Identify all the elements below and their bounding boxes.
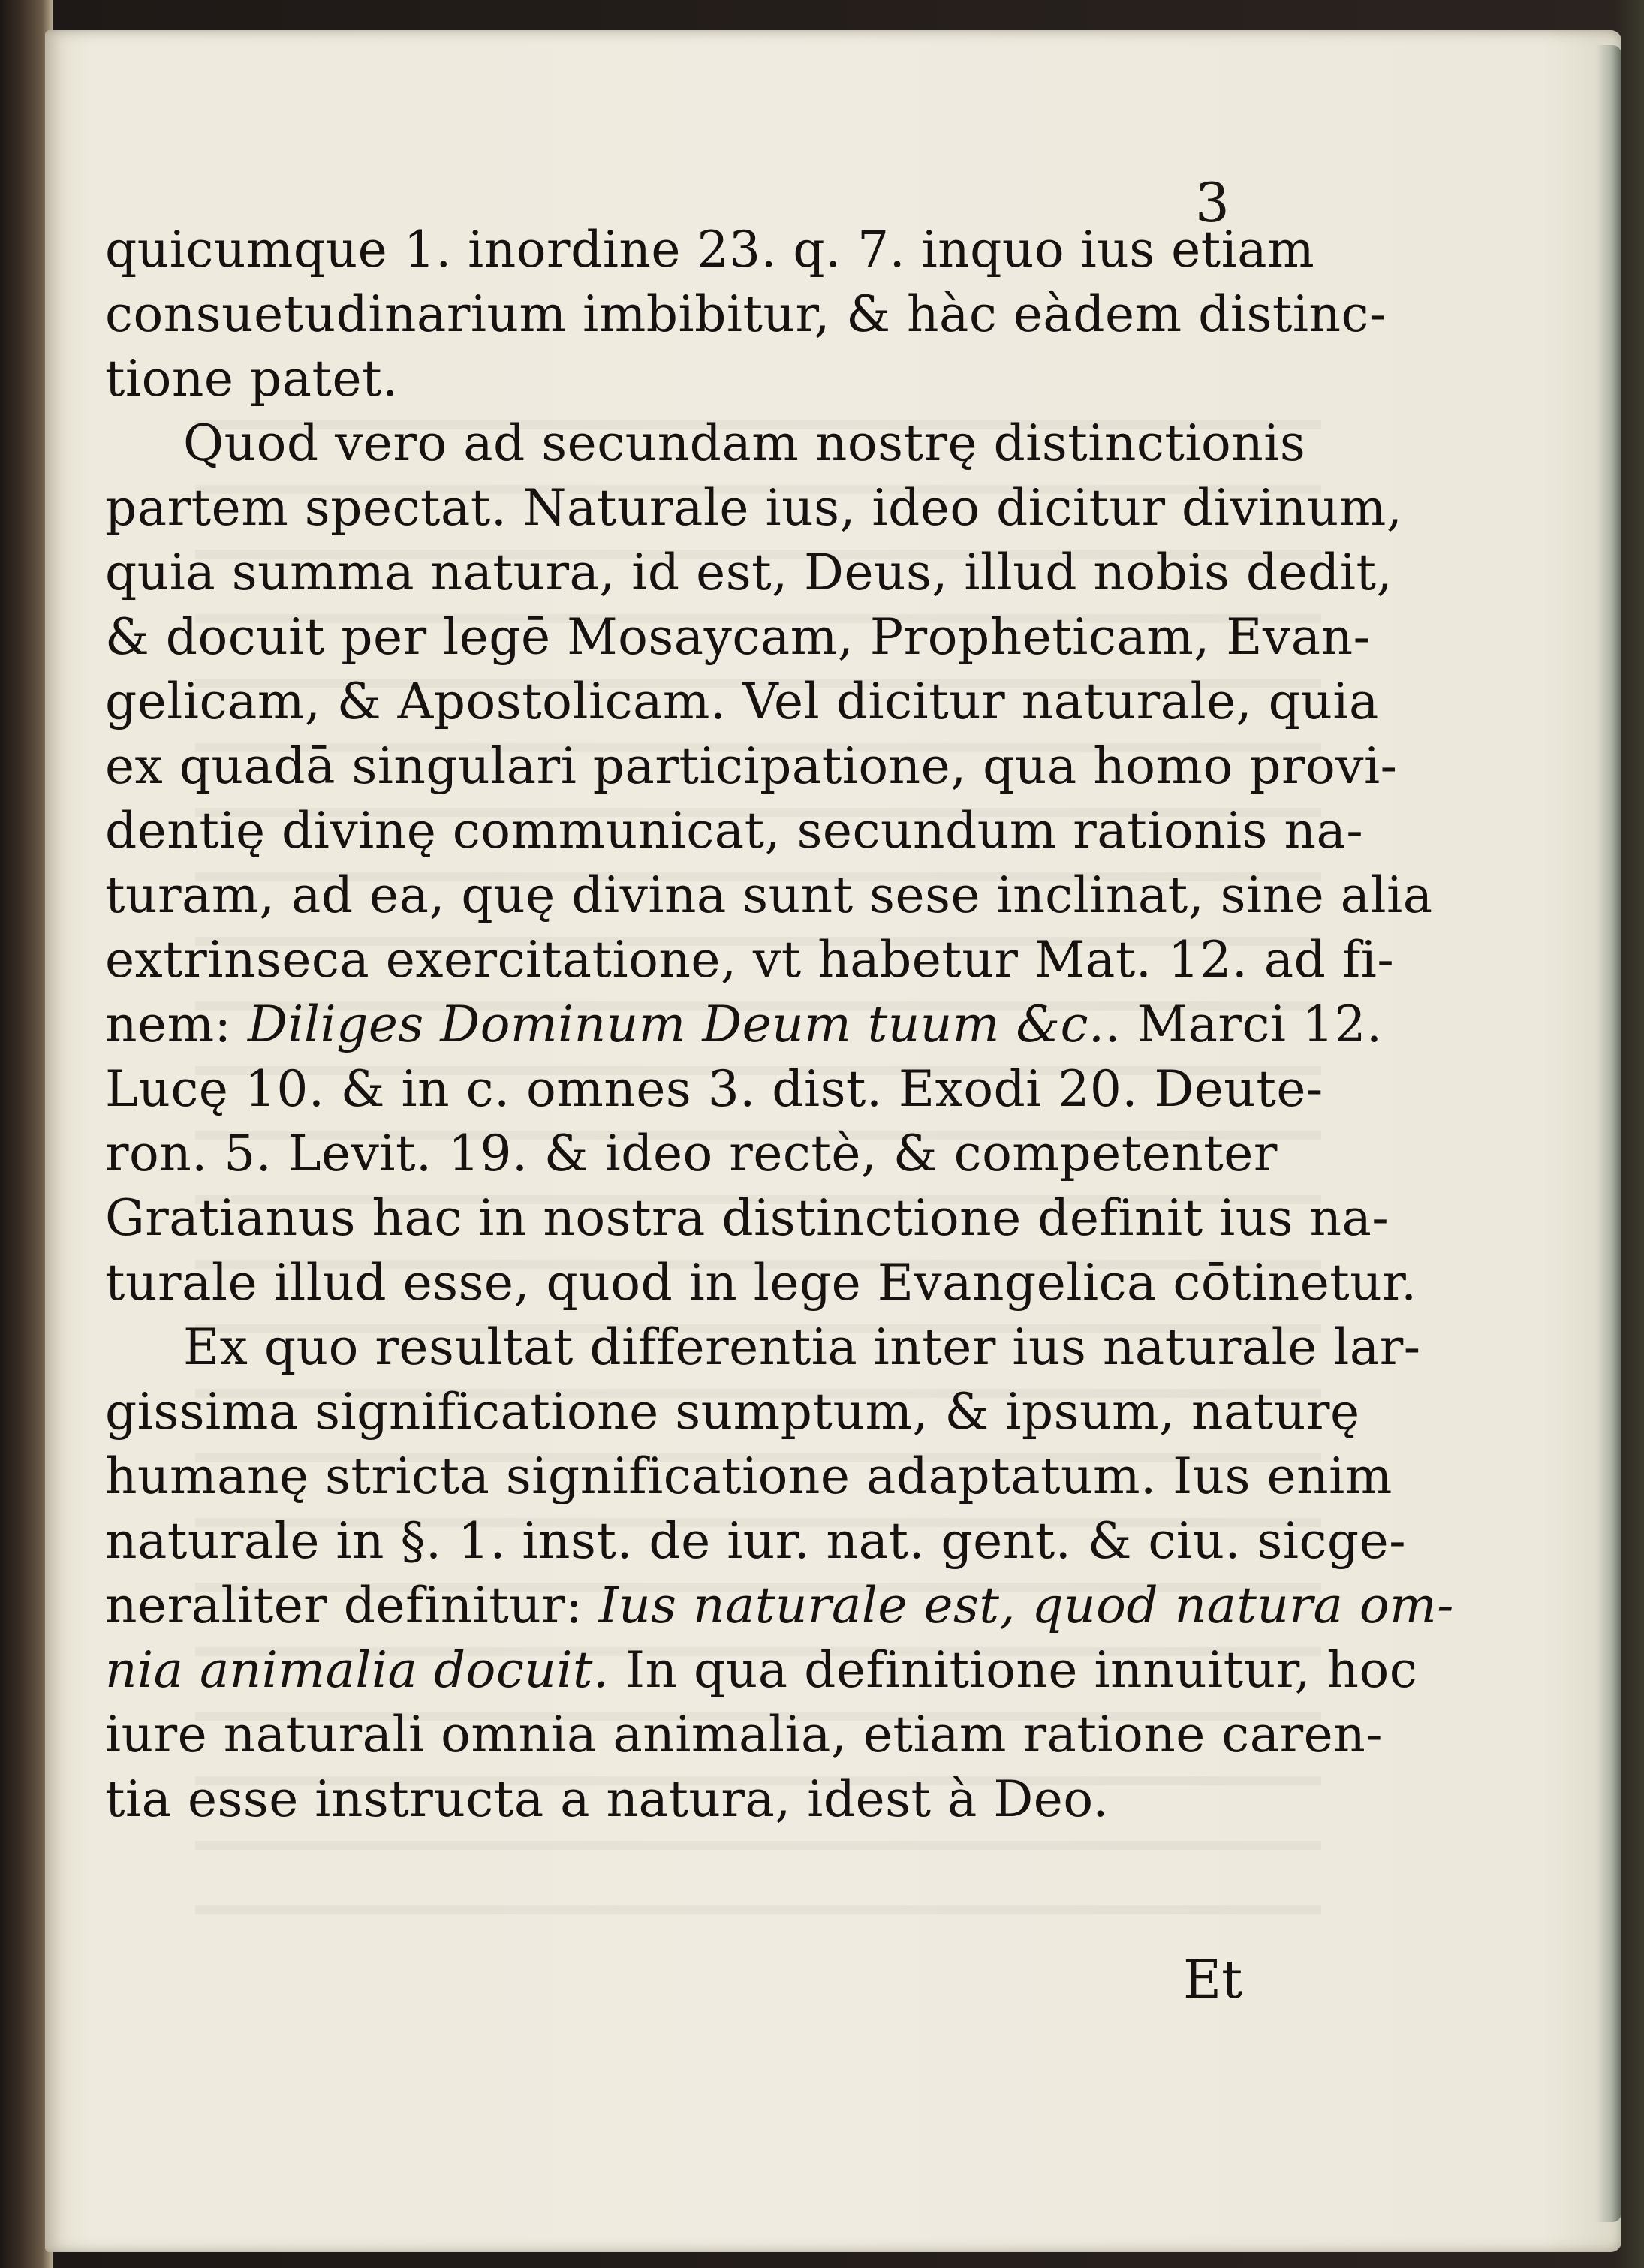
- body-text: [105, 218, 1454, 1832]
- text-line: gissima significatione sumptum, & ipsum, naturę: [105, 1383, 1360, 1441]
- text-line: extrinseca exercitatione, vt habetur Mat. 12. ad fi-: [105, 931, 1395, 989]
- line-tail: . Marci 12.: [1104, 995, 1383, 1053]
- text-line: ron. 5. Levit. 19. & ideo rectè, & competenter: [105, 1125, 1278, 1182]
- page-edge: [1596, 45, 1621, 2222]
- text-line: turam, ad ea, quę divina sunt sese inclinat, sine alia: [105, 866, 1433, 924]
- text-line: ex quadā singulari participatione, qua homo provi-: [105, 737, 1398, 795]
- catchword: Et: [1183, 1949, 1243, 2010]
- line-lead: nem:: [105, 995, 232, 1053]
- text-line: & docuit per legē Mosaycam, Propheticam, Evan-: [105, 608, 1371, 666]
- text-line: gelicam, & Apostolicam. Vel dicitur naturale, quia: [105, 673, 1379, 730]
- text-line: humanę stricta significatione adaptatum. Ius enim: [105, 1447, 1393, 1505]
- definition-quote: Ius naturale est, quod natura om-: [598, 1577, 1454, 1634]
- paragraph-start-line: Ex quo resultat differentia inter ius naturale lar-: [183, 1318, 1421, 1376]
- text-line: Lucę 10. & in c. omnes 3. dist. Exodi 20. Deute-: [105, 1060, 1323, 1118]
- text-line: consuetudinarium imbibitur, & hàc eàdem distinc-: [105, 285, 1387, 343]
- text-line: naturale in §. 1. inst. de iur. nat. gent. & ciu. sicge-: [105, 1512, 1407, 1570]
- text-line: iure naturali omnia animalia, etiam ratione caren-: [105, 1706, 1384, 1763]
- line-lead: neraliter definitur:: [105, 1577, 583, 1634]
- text-line: quia summa natura, id est, Deus, illud nobis dedit,: [105, 544, 1393, 601]
- text-line: partem spectat. Naturale ius, ideo dicitur divinum,: [105, 479, 1403, 537]
- text-line-with-quote: [105, 992, 1383, 1057]
- text-line: quicumque 1. inordine 23. q. 7. inquo ius etiam: [105, 221, 1315, 279]
- text-line: turale illud esse, quod in lege Evangelica cōtinetur.: [105, 1254, 1417, 1312]
- text-line-with-definition: [105, 1638, 1418, 1703]
- definition-quote: nia animalia docuit.: [105, 1641, 610, 1699]
- text-line: tione patet.: [105, 350, 399, 408]
- line-tail: In qua definitione innuitur, hoc: [625, 1641, 1418, 1699]
- text-line: Gratianus hac in nostra distinctione definit ius na-: [105, 1189, 1390, 1247]
- text-line-with-definition: [105, 1574, 1454, 1638]
- paragraph-start-line: Quod vero ad secundam nostrę distinctionis: [183, 414, 1306, 472]
- page-number: 3: [1195, 171, 1230, 234]
- scripture-quote: Diliges Dominum Deum tuum &c.: [247, 995, 1105, 1053]
- text-line: tia esse instructa a natura, idest à Deo.: [105, 1770, 1109, 1828]
- text-line: dentię divinę communicat, secundum rationis na-: [105, 802, 1364, 860]
